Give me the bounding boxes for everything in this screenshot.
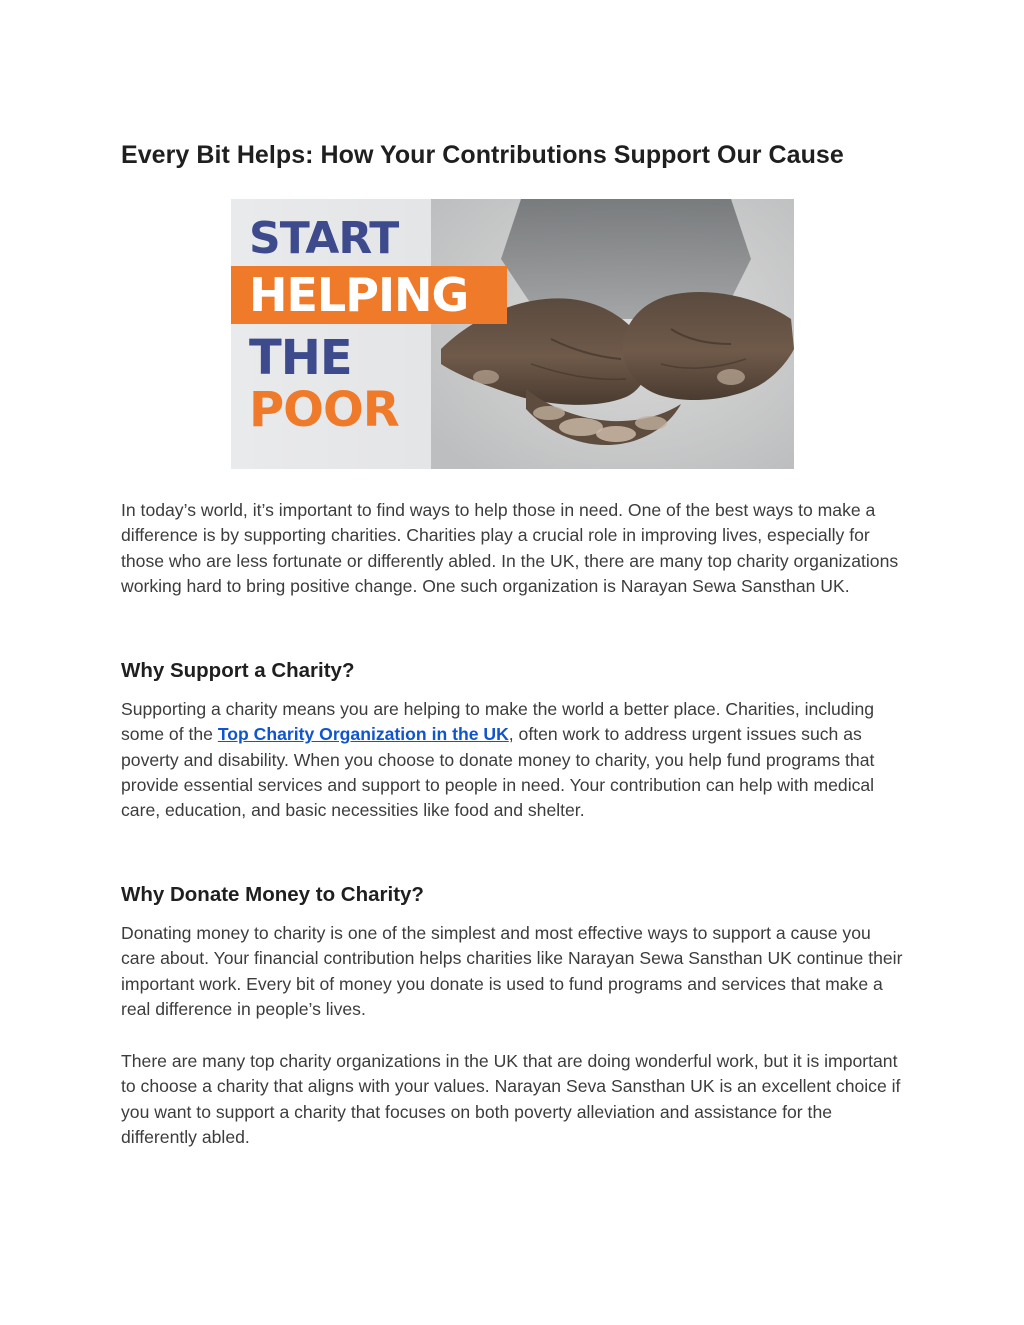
why-donate-paragraph-2: There are many top charity organizations in the UK that are doing wonderful work, but it is important to choose a charity that aligns with your values. Narayan Seva Sansthan UK is an excellent choice if you want to support a charity that focuses on both poverty alleviation and assistance for the differently abled. [121, 1051, 901, 1147]
hero-slogan-start: START [249, 213, 399, 264]
hero-slogan-helping: HELPING [231, 266, 507, 324]
top-charity-organization-link[interactable]: Top Charity Organization in the UK [217, 724, 509, 745]
hero-slogan [249, 213, 507, 438]
hero-slogan-the: THE [249, 330, 352, 386]
hero-slogan-poor: POOR [249, 382, 399, 438]
section-heading-why-donate: Why Donate Money to Charity? [121, 883, 424, 906]
intro-paragraph: In today’s world, it’s important to find ways to help those in need. One of the best ways to make a difference is by supporting charities. Charities play a crucial role in improving lives, especially for those who are less fortunate or differently abled. In the UK, there are many top charity organizations working hard to bring positive change. One such organization is Narayan Sewa Sansthan UK. [121, 500, 899, 596]
why-donate-paragraph-1: Donating money to charity is one of the simplest and most effective ways to support a cause you care about. Your financial contribution helps charities like Narayan Sewa Sansthan UK continue their important work. Every bit of money you donate is used to fund programs and services that make a real difference in people’s lives. [121, 923, 903, 1019]
why-support-text-before-link: Supporting a charity means you are helping to make the world a better place. Charities, including some of the [121, 699, 875, 745]
why-support-text-after-link: , often work to address urgent issues such as poverty and disability. When you choose to donate money to charity, you help fund programs that provide essential services and support to people in need. Your contribution can help with medical care, education, and basic necessities like food and shelter. [121, 724, 875, 821]
hero-image [231, 199, 794, 469]
why-support-paragraph [121, 697, 906, 823]
section-heading-why-support: Why Support a Charity? [121, 659, 355, 682]
page-title: Every Bit Helps: How Your Contributions Support Our Cause [121, 141, 844, 169]
